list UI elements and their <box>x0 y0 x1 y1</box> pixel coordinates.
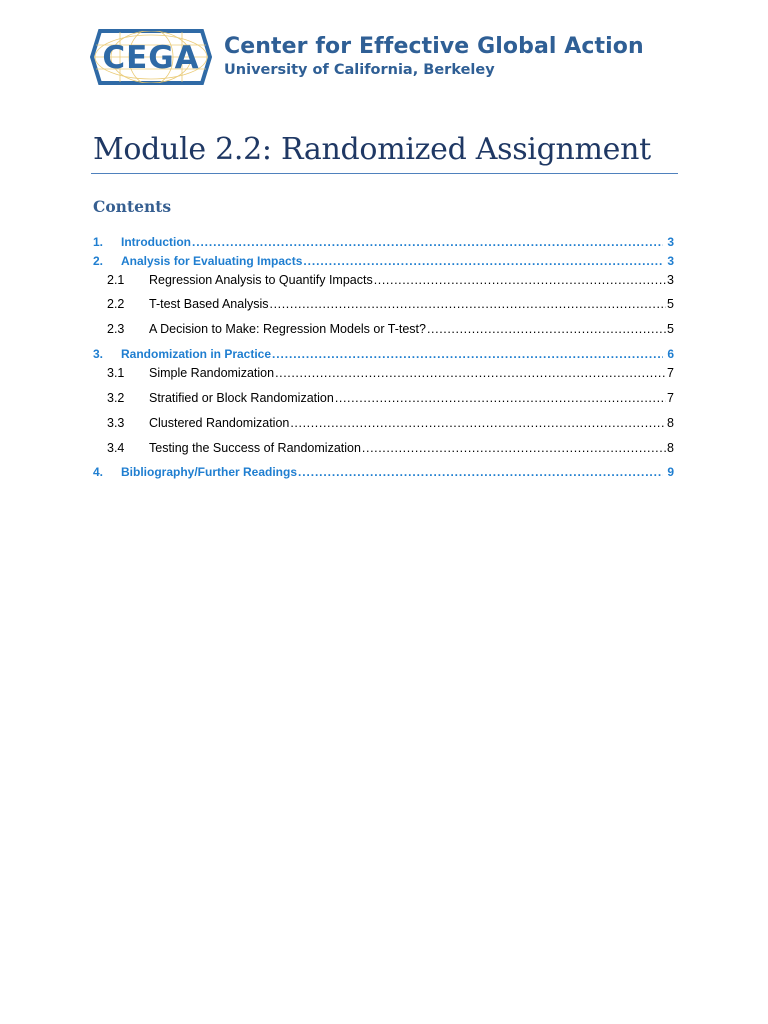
toc-page-number: 5 <box>667 297 674 311</box>
toc-number: 1. <box>93 235 104 249</box>
toc-page-number: 7 <box>667 366 674 380</box>
toc-title: Randomization in Practice <box>121 347 272 361</box>
toc-title: Bibliography/Further Readings <box>121 465 298 479</box>
org-name: Center for Effective Global Action <box>224 34 644 59</box>
toc-number: 3.4 <box>107 441 125 455</box>
toc-title: Testing the Success of Randomization <box>149 441 361 455</box>
toc-entry[interactable] <box>93 463 674 481</box>
toc-page-number: 5 <box>667 322 674 336</box>
toc-page-number: 3 <box>667 235 674 249</box>
toc-page-number: 3 <box>667 273 674 287</box>
title-divider <box>91 173 678 174</box>
toc-leader-dots <box>290 414 666 432</box>
toc-entry[interactable] <box>93 233 674 251</box>
toc-title: A Decision to Make: Regression Models or T-test? <box>149 322 426 336</box>
toc-page-number: 8 <box>667 416 674 430</box>
toc-number: 2. <box>93 254 104 268</box>
toc-title: Analysis for Evaluating Impacts <box>121 254 303 268</box>
toc-entry[interactable] <box>107 414 674 432</box>
toc-entry[interactable] <box>107 389 674 407</box>
toc-title: Regression Analysis to Quantify Impacts <box>149 273 373 287</box>
toc-page-number: 7 <box>667 391 674 405</box>
toc-entry[interactable] <box>107 320 674 338</box>
toc-leader-dots <box>272 345 663 363</box>
toc-number: 4. <box>93 465 104 479</box>
toc-page-number: 9 <box>667 465 674 479</box>
toc-leader-dots <box>275 364 666 382</box>
toc-leader-dots <box>192 233 663 251</box>
toc-leader-dots <box>298 463 663 481</box>
cega-logo <box>90 28 212 86</box>
toc-leader-dots <box>374 271 666 289</box>
toc-entry[interactable] <box>93 345 674 363</box>
toc-entry[interactable] <box>107 271 674 289</box>
toc-entry[interactable] <box>93 252 674 270</box>
toc-leader-dots <box>427 320 666 338</box>
toc-title: Introduction <box>121 235 191 249</box>
toc-number: 2.2 <box>107 297 125 311</box>
toc-title: Stratified or Block Randomization <box>149 391 334 405</box>
toc-number: 3. <box>93 347 104 361</box>
toc-title: Clustered Randomization <box>149 416 290 430</box>
logo-text: CEGA <box>102 40 200 76</box>
toc-leader-dots <box>270 295 667 313</box>
toc-number: 2.3 <box>107 322 125 336</box>
org-subtitle: University of California, Berkeley <box>224 62 495 78</box>
toc-title: Simple Randomization <box>149 366 275 380</box>
toc-leader-dots <box>303 252 663 270</box>
toc-page-number: 6 <box>667 347 674 361</box>
toc-entry[interactable] <box>107 364 674 382</box>
toc-page-number: 3 <box>667 254 674 268</box>
toc-number: 3.1 <box>107 366 125 380</box>
toc-number: 3.2 <box>107 391 125 405</box>
toc-number: 3.3 <box>107 416 125 430</box>
page-header <box>90 28 690 88</box>
org-block <box>224 34 644 80</box>
toc-number: 2.1 <box>107 273 125 287</box>
toc-entry[interactable] <box>107 439 674 457</box>
toc-page-number: 8 <box>667 441 674 455</box>
contents-heading: Contents <box>93 197 172 216</box>
toc-entry[interactable] <box>107 295 674 313</box>
toc-title: T-test Based Analysis <box>149 297 269 311</box>
document-title: Module 2.2: Randomized Assignment <box>93 132 651 167</box>
toc-leader-dots <box>335 389 666 407</box>
toc-leader-dots <box>362 439 666 457</box>
